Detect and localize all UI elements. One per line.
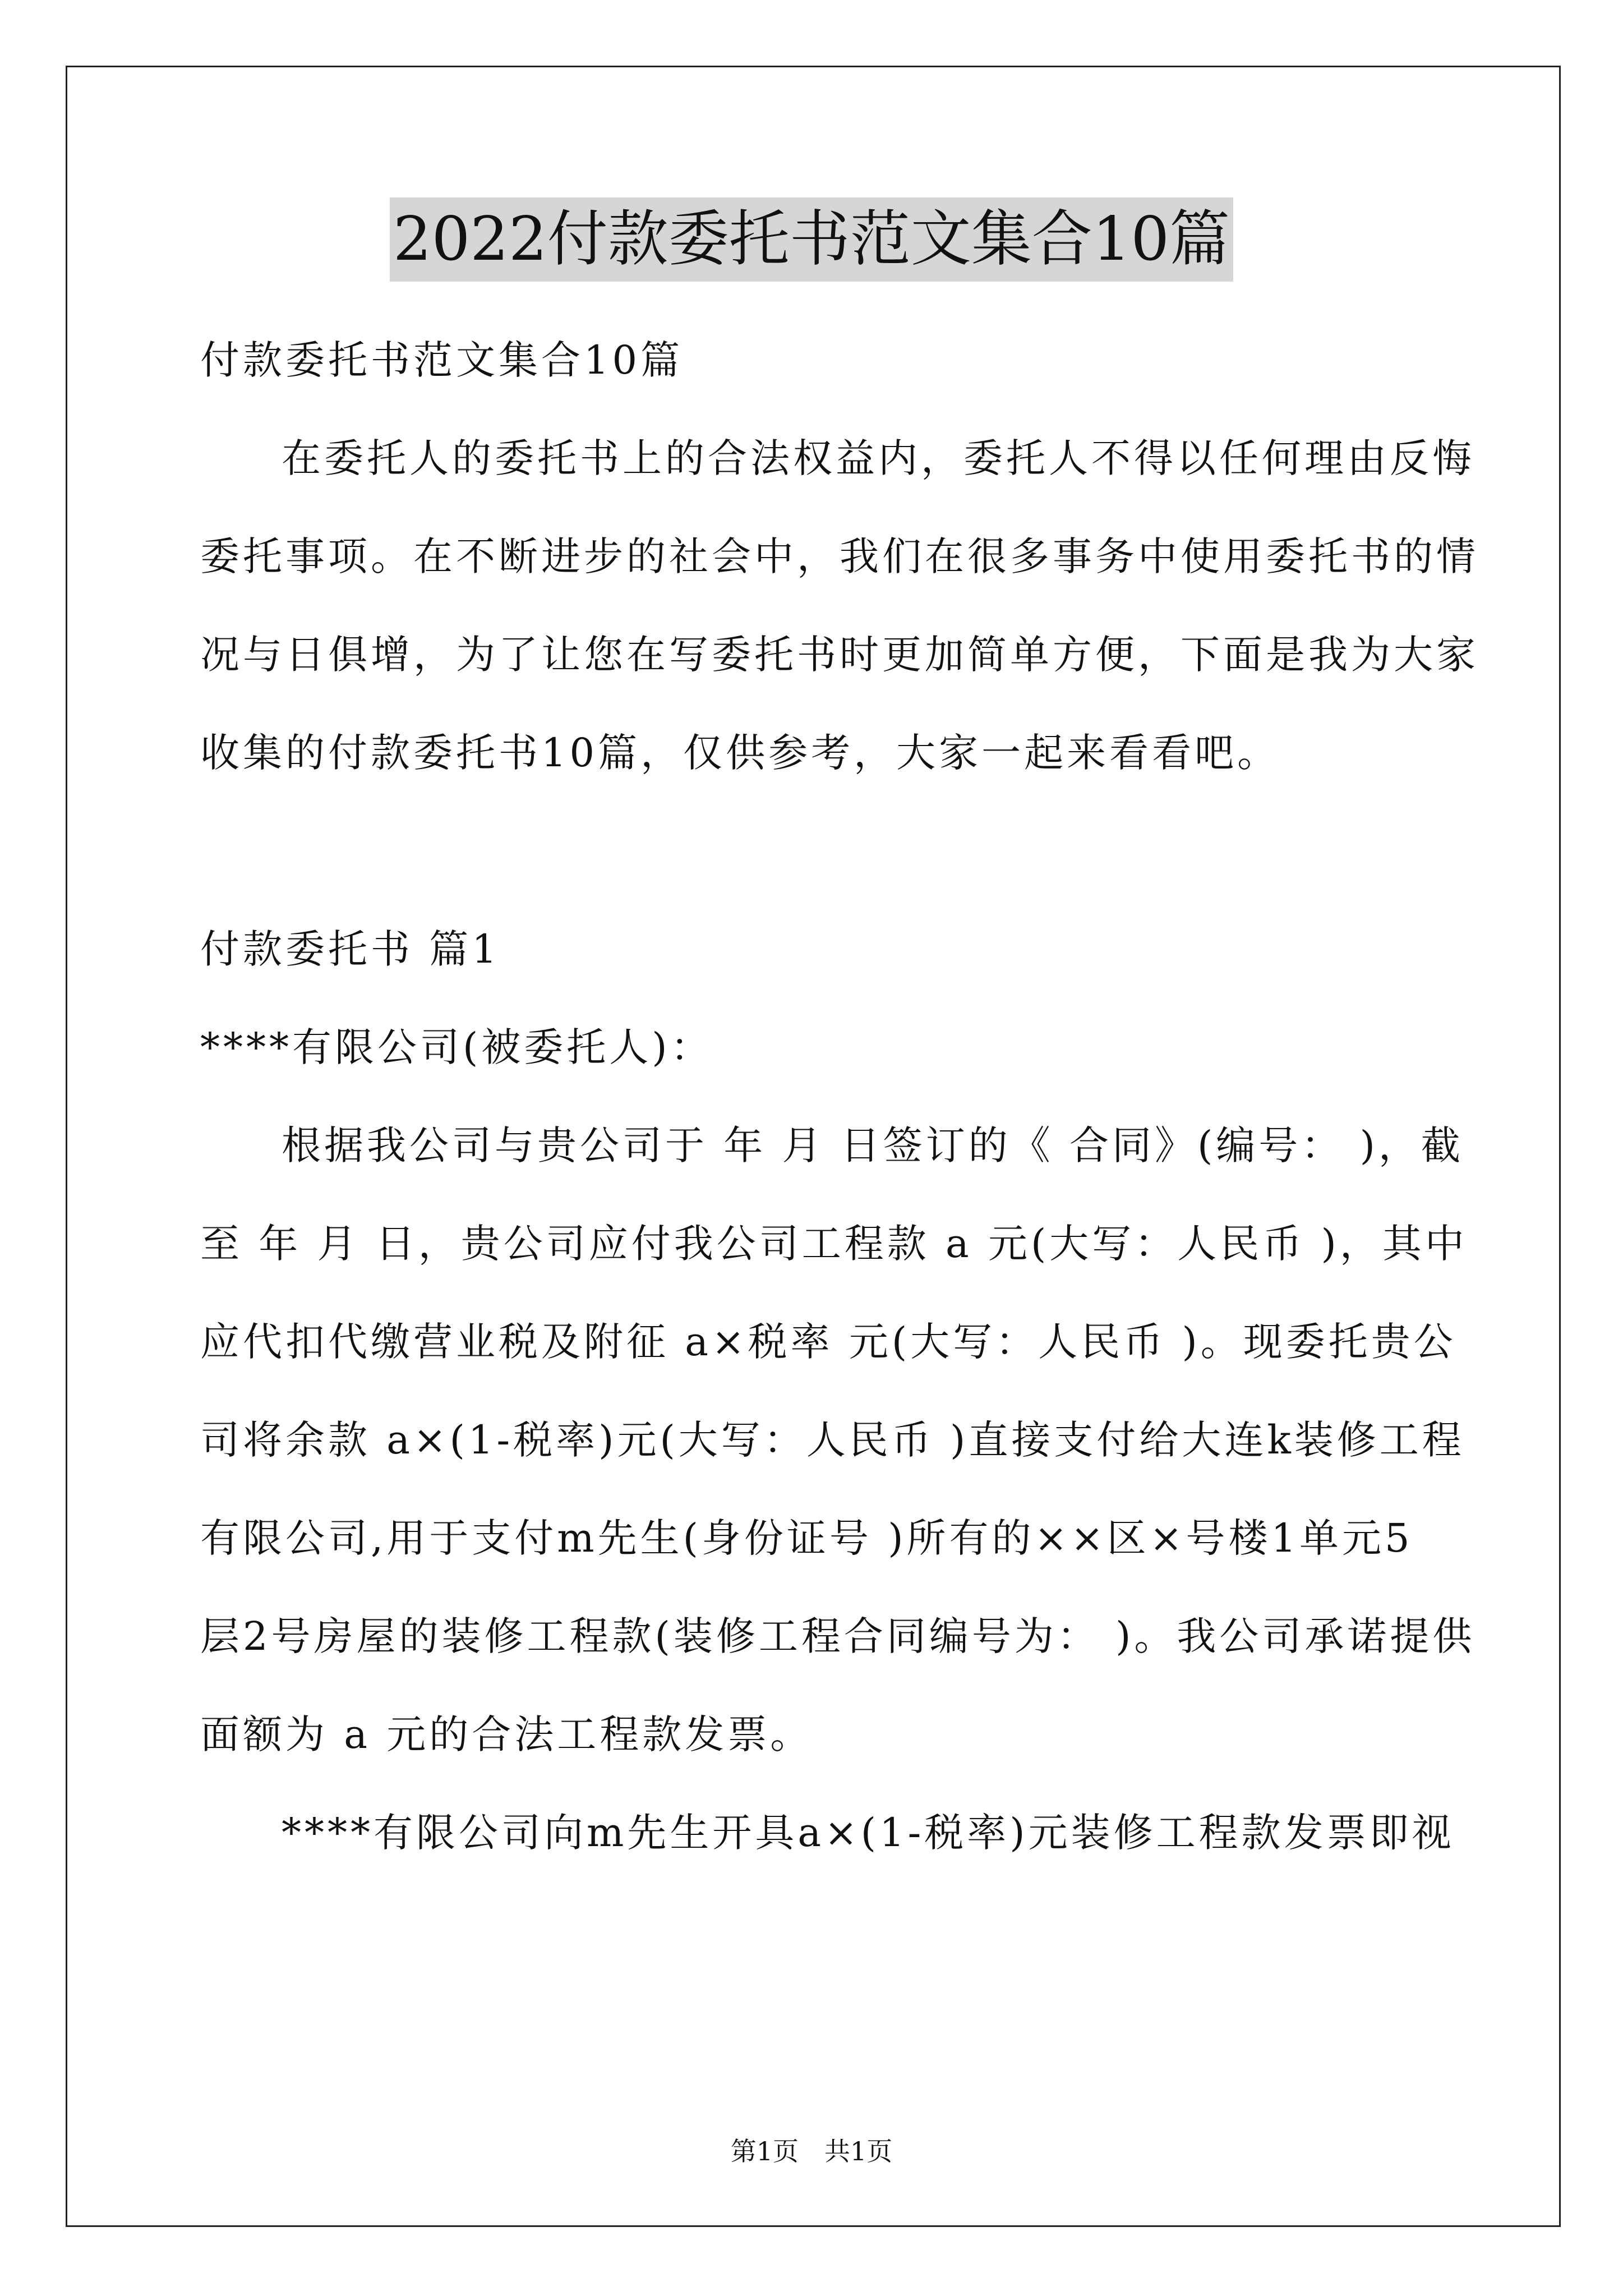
page-number-footer: 第1页 共1页: [730, 2136, 893, 2166]
paragraph-line: 应代扣代缴营业税及附征 a×税率 元(大写：人民币 )。现委托贵公: [200, 1319, 1456, 1365]
paragraph-line: 司将余款 a×(1-税率)元(大写：人民币 )直接支付给大连k装修工程: [200, 1417, 1465, 1463]
intro-line: 收集的付款委托书10篇，仅供参考，大家一起来看看吧。: [200, 730, 1280, 776]
intro-line: 在委托人的委托书上的合法权益内，委托人不得以任何理由反悔: [282, 435, 1475, 481]
paragraph-line: 至 年 月 日，贵公司应付我公司工程款 a 元(大写：人民币 )，其中: [200, 1221, 1468, 1267]
paragraph-line: 根据我公司与贵公司于 年 月 日签订的《 合同》(编号： )，截: [282, 1122, 1464, 1168]
document-subtitle: 付款委托书范文集合10篇: [200, 337, 684, 383]
paragraph-line: 面额为 a 元的合法工程款发票。: [200, 1711, 813, 1757]
intro-line: 委托事项。在不断进步的社会中，我们在很多事务中使用委托书的情: [200, 533, 1479, 579]
addressee-line: ****有限公司(被委托人)：: [200, 1024, 713, 1070]
intro-line: 况与日俱增，为了让您在写委托书时更加简单方便，下面是我为大家: [200, 632, 1479, 678]
section-spacer: [200, 802, 1428, 900]
paragraph-line: 层2号房屋的装修工程款(装修工程合同编号为： )。我公司承诺提供: [200, 1613, 1476, 1659]
section-heading: 付款委托书 篇1: [200, 926, 500, 972]
paragraph-line: ****有限公司向m先生开具a×(1-税率)元装修工程款发票即视: [282, 1810, 1455, 1856]
paragraph-line: 有限公司,用于支付m先生(身份证号 )所有的××区×号楼1单元5: [200, 1515, 1413, 1561]
document-body: [200, 311, 1479, 1882]
title-container: [0, 197, 1623, 282]
document-title: 2022付款委托书范文集合10篇: [390, 197, 1233, 282]
